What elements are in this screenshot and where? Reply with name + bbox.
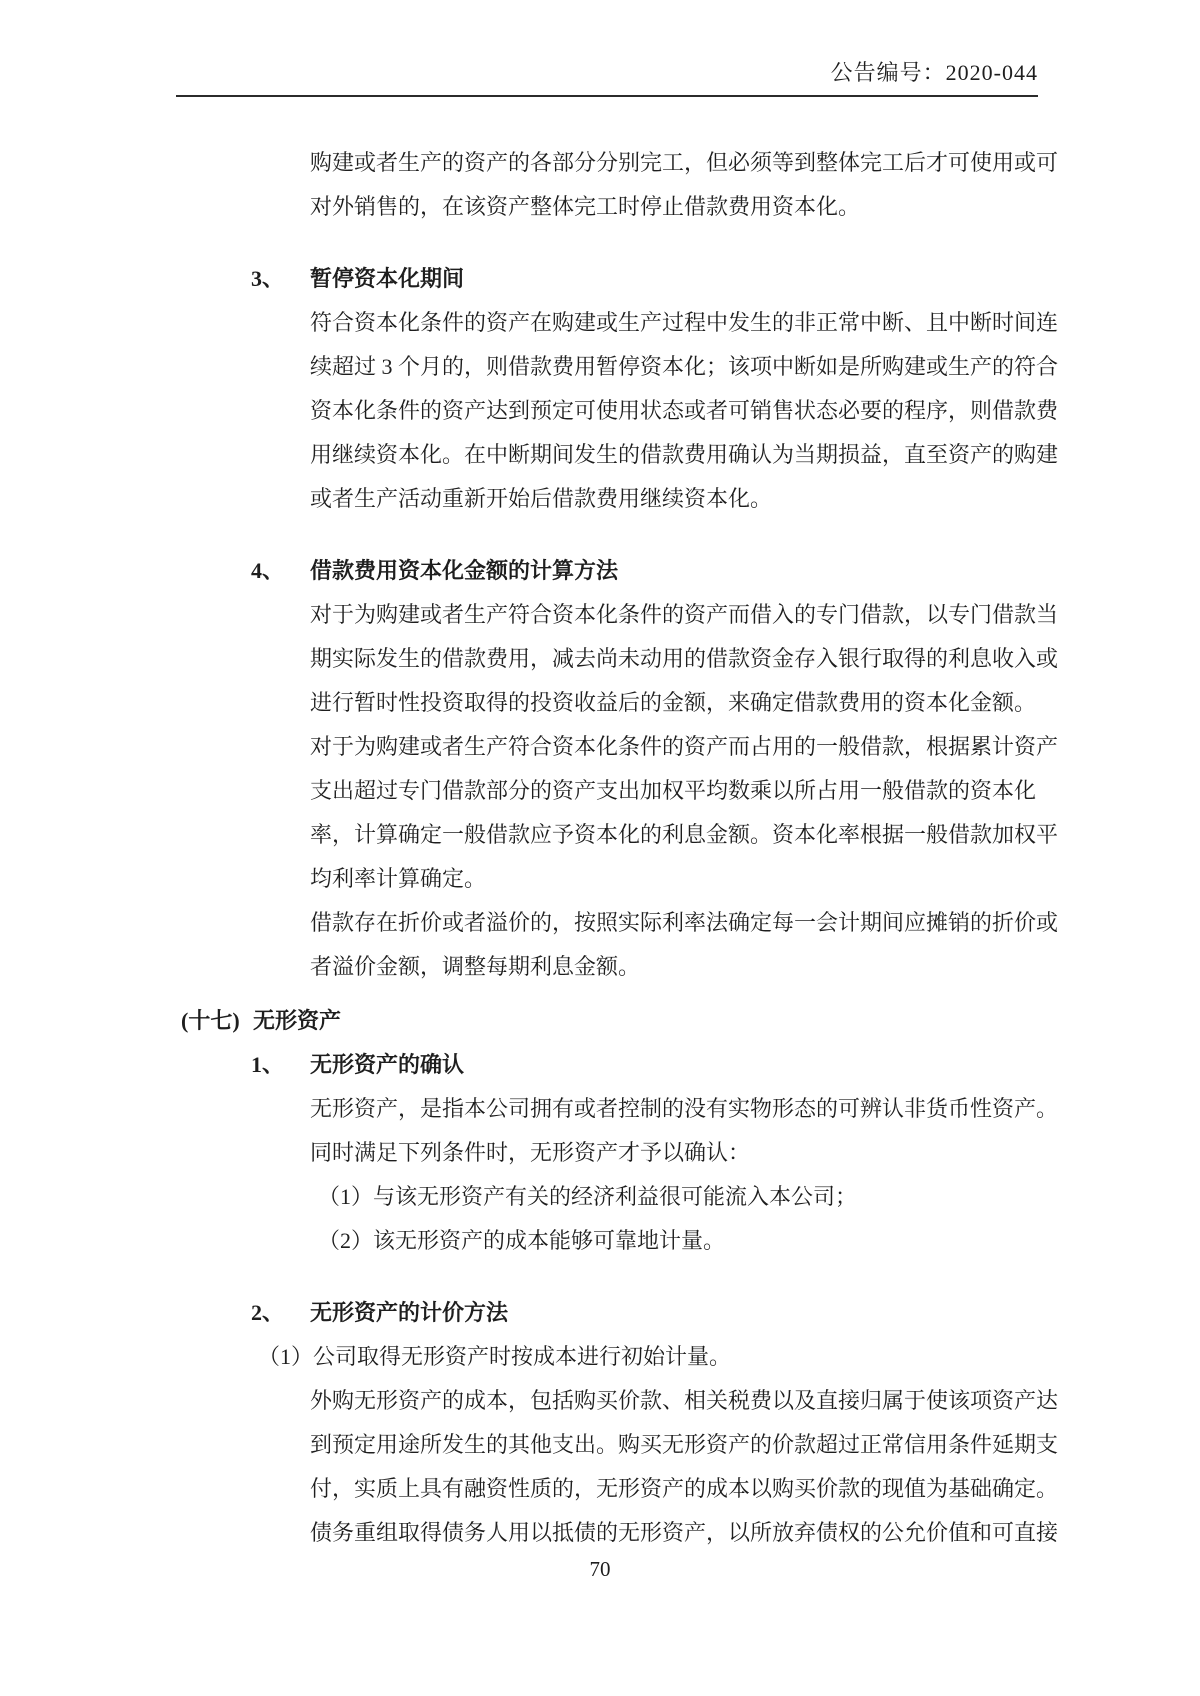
body-line: 均利率计算确定。 bbox=[310, 866, 487, 891]
subsection-2-heading bbox=[176, 1291, 1038, 1335]
document-number: 公告编号：2020-044 bbox=[830, 60, 1038, 85]
heading-title: 无形资产的确认 bbox=[310, 1052, 465, 1077]
body-line: 到预定用途所发生的其他支出。购买无形资产的价款超过正常信用条件延期支 bbox=[310, 1432, 1059, 1457]
section-label: (十七) bbox=[181, 1008, 240, 1033]
body-line: 外购无形资产的成本，包括购买价款、相关税费以及直接归属于使该项资产达 bbox=[310, 1388, 1059, 1413]
body-line: 购建或者生产的资产的各部分分别完工，但必须等到整体完工后才可使用或可 bbox=[310, 150, 1059, 175]
document-body bbox=[176, 141, 1059, 1555]
section-4-heading bbox=[176, 549, 1038, 593]
heading-title: 无形资产的计价方法 bbox=[310, 1300, 509, 1325]
body-line: 续超过 3 个月的，则借款费用暂停资本化；该项中断如是所购建或生产的符合 bbox=[310, 354, 1059, 379]
body-line: 用继续资本化。在中断期间发生的借款费用确认为当期损益，直至资产的购建 bbox=[310, 442, 1059, 467]
heading-number: 4、 bbox=[251, 558, 285, 583]
section-3-heading bbox=[176, 257, 1038, 301]
body-line: 进行暂时性投资取得的投资收益后的金额，来确定借款费用的资本化金额。 bbox=[310, 690, 1037, 715]
body-line: 支出超过专门借款部分的资产支出加权平均数乘以所占用一般借款的资本化 bbox=[310, 778, 1037, 803]
heading-number: 3、 bbox=[251, 266, 285, 291]
body-line: 资本化条件的资产达到预定可使用状态或者可销售状态必要的程序，则借款费 bbox=[310, 398, 1059, 423]
list-item: （1）与该无形资产有关的经济利益很可能流入本公司； bbox=[318, 1184, 858, 1209]
section-17-heading bbox=[176, 999, 1038, 1043]
body-line: 或者生产活动重新开始后借款费用继续资本化。 bbox=[310, 486, 773, 511]
body-line: 率，计算确定一般借款应予资本化的利息金额。资本化率根据一般借款加权平 bbox=[310, 822, 1059, 847]
list-item: （1）公司取得无形资产时按成本进行初始计量。 bbox=[258, 1344, 732, 1369]
body-line: 无形资产，是指本公司拥有或者控制的没有实物形态的可辨认非货币性资产。 bbox=[310, 1096, 1059, 1121]
section-title: 无形资产 bbox=[253, 1008, 342, 1033]
heading-title: 暂停资本化期间 bbox=[310, 266, 465, 291]
header-rule bbox=[176, 95, 1038, 97]
heading-number: 2、 bbox=[251, 1300, 285, 1325]
body-line: 期实际发生的借款费用，减去尚未动用的借款资金存入银行取得的利息收入或 bbox=[310, 646, 1059, 671]
body-line: 者溢价金额，调整每期利息金额。 bbox=[310, 954, 641, 979]
body-line: 同时满足下列条件时，无形资产才予以确认： bbox=[310, 1140, 751, 1165]
body-line: 符合资本化条件的资产在购建或生产过程中发生的非正常中断、且中断时间连 bbox=[310, 310, 1059, 335]
heading-title: 借款费用资本化金额的计算方法 bbox=[310, 558, 619, 583]
body-line: 付，实质上具有融资性质的，无形资产的成本以购买价款的现值为基础确定。 bbox=[310, 1476, 1059, 1501]
body-line: 借款存在折价或者溢价的，按照实际利率法确定每一会计期间应摊销的折价或 bbox=[310, 910, 1059, 935]
body-line: 债务重组取得债务人用以抵债的无形资产，以所放弃债权的公允价值和可直接 bbox=[310, 1520, 1059, 1545]
list-item: （2）该无形资产的成本能够可靠地计量。 bbox=[318, 1228, 726, 1253]
page-number: 70 bbox=[589, 1557, 611, 1581]
body-line: 对于为购建或者生产符合资本化条件的资产而借入的专门借款，以专门借款当 bbox=[310, 602, 1059, 627]
body-line: 对外销售的，在该资产整体完工时停止借款费用资本化。 bbox=[310, 194, 861, 219]
heading-number: 1、 bbox=[251, 1052, 285, 1077]
body-line: 对于为购建或者生产符合资本化条件的资产而占用的一般借款，根据累计资产 bbox=[310, 734, 1059, 759]
subsection-1-heading bbox=[176, 1043, 1038, 1087]
